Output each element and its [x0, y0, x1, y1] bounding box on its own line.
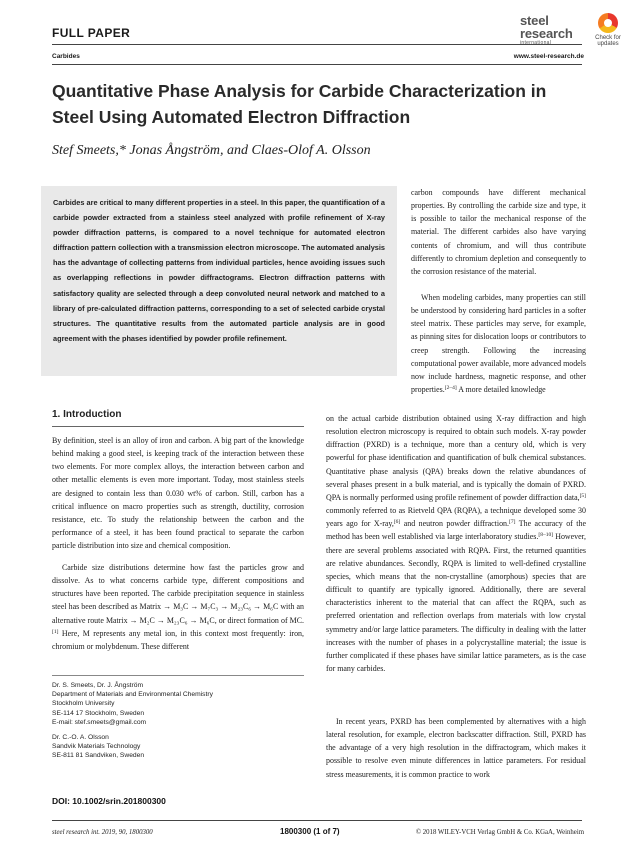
ref-5[interactable]: [5] [579, 492, 586, 499]
footer-citation: steel research int. 2019, 90, 1800300 [52, 829, 153, 836]
intro-paragraph-2 [52, 561, 304, 653]
right-paragraph-3 [326, 412, 586, 675]
right-paragraph-2 [411, 291, 586, 396]
journal-logo-line-3: international [520, 40, 552, 46]
article-title: Quantitative Phase Analysis for Carbide Characterization in Steel Using Automated Electron Diffraction [52, 81, 547, 127]
check-updates-line-2: updates [597, 41, 619, 48]
check-updates-line-1: Check for [595, 35, 621, 41]
contact-email[interactable]: E-mail: stef.smeets@gmail.com [52, 718, 147, 726]
abstract: Carbides are critical to many different properties in a steel. In this paper, the quantification of a carbide powder extracted from a stainless steel analyzed with profile refinement of X-ray powder diffraction patterns, is compared to a novel technique for automated electron diffraction pattern collection with a transmission electron microscope. The automated analysis has the advantage of collecting patterns from individual particles, hence avoiding issues such as overlapping reflections in powder diffractograms. Electron diffraction patterns with satisfactory quality are selected through a deep convoluted neural network and matched to a library of pre-calculated diffraction patterns, corresponding to a set of selected carbide crystal structures. The quantitative results from the automated particle analysis are in good agreement with the phases identified by powder profile refinement. [41, 186, 397, 376]
ref-1[interactable]: [1] [52, 628, 59, 635]
section-heading-introduction: 1. Introduction [52, 409, 122, 420]
category-label: Carbides [52, 53, 80, 60]
intro-paragraph-2-tail: Here, M represents any metal ion, in this context most frequently: iron, chromium or molybdenum. These different [52, 628, 304, 651]
affiliation-rule [52, 675, 304, 676]
journal-logo-line-2: research [520, 26, 573, 41]
right-paragraph-3-a: on the actual carbide distribution obtained using X-ray diffraction and high resolution electron microscopy is required to obtain such models. X-ray powder diffraction (PXRD) is a technique, more than a century old, which is very powerful for phase identification and quantification of bulk chemical substances. Quantitative phase analysis (QPA) breaks down the relative abundances of several phases present in a bulk material, and is typically the domain of PXRD. QPA is normally performed using profile refinement of powder diffraction data, [326, 414, 586, 502]
affiliation-1-line-4: SE-114 17 Stockholm, Sweden [52, 709, 145, 717]
journal-logo-line-1: steel [520, 13, 549, 28]
header-rule [52, 44, 582, 45]
footer-rule [52, 820, 582, 821]
affiliation-2-line-2: Sandvik Materials Technology [52, 743, 141, 751]
affiliation-2-line-3: SE-811 81 Sandviken, Sweden [52, 752, 145, 760]
footer-copyright: © 2018 WILEY-VCH Verlag GmbH & Co. KGaA, Weinheim [415, 829, 584, 836]
affiliation-2 [52, 733, 304, 761]
article-type-label: FULL PAPER [52, 26, 131, 40]
ref-8-10[interactable]: [8–10] [538, 532, 554, 539]
header-rule-2 [52, 64, 582, 65]
right-paragraph-3-d: The accuracy of the method has been well established via large interlaboratory studies. [326, 519, 586, 542]
right-paragraph-3-b: commonly referred to as Rietveld QPA (RQPA), a technique developed some 30 years ago for X-ray, [326, 506, 586, 529]
intro-paragraph-2-text: Carbide size distributions determine how fast the particles grow and dissolve. As to what concerns carbide type, different compositions and structures have been reported. The carbide precipitation sequence in stainless steel has been described as Matrix → M₃C → M₇C₃ → M₂₃C₆ → M₆C with an alternative route Matrix → M₂C → M₂₃C₆ → M₆C, or direct formation of MC. [52, 563, 304, 625]
check-for-updates-button[interactable] [590, 13, 626, 57]
intro-paragraph-1: By definition, steel is an alloy of iron and carbon. A big part of the knowledge behind making a good steel, is keeping track of the interaction between these two elements. For more complex alloys, the interaction between carbon and other metallic elements is even more important. Today, most stainless steels are designed to contain less than 0.030 wt% of carbon. Still, carbon has a critical influence on macro properties such as strength, ductility, corrosion resistance, etc. To study the relationship between the carbon and the performance of a steel, it has been found practical to separate the carbon particle distribution into size and chemical composition. [52, 436, 304, 551]
affiliation-1-line-3: Stockholm University [52, 700, 115, 708]
right-paragraph-2-text: When modeling carbides, many properties can still be understood by considering hard particles in a softer steel matrix. These particles may serve, for example, as pinning sites for dislocation loops or contributors to creep strength. Following the increasing computational power available, more advanced models now include hardness, magnetic response, and other properties. [411, 293, 587, 395]
ref-7[interactable]: [7] [509, 519, 516, 526]
footer-page-number: 1800300 (1 of 7) [280, 827, 340, 836]
right-paragraph-2-tail: A more detailed knowledge [456, 385, 546, 395]
affiliation-1-line-1: Dr. S. Smeets, Dr. J. Ångström [52, 682, 144, 689]
journal-logo [520, 14, 582, 46]
right-paragraph-3-c: and neutron powder diffraction. [400, 519, 509, 529]
right-paragraph-1: carbon compounds have different mechanical properties. By controlling the carbide size and type, it is possible to tailor the mechanical response of the material. The different carbides also have varying contents of chromium, and will thus contribute differently to chromium depletion and consequently to the corrosion resistance of the material. [411, 188, 586, 276]
section-rule [52, 426, 304, 427]
affiliation-1 [52, 681, 304, 727]
ref-6[interactable]: [6] [393, 519, 401, 526]
right-paragraph-3-e: However, there are several problems associated with RQPA. First, the returned quantities are relative abundances. Secondly, RQPA is limited to well-defined crystalline species, which means that the non-crystalline (amorphous) species that are difficult to quantify are typically ignored. Additionally, there are several characteristics inherent to the material that can affect the RQPA, such as preferred orientation and reflection overlaps from materials with low crystal symmetry and/or large lattice parameters. The difficulty in dealing with the latter increases with the number of phases in a polycrystalline material; the issue is further complicated if these phases have similar lattice parameters, as is the case for many carbides. [326, 532, 586, 673]
affiliation-1-line-2: Department of Materials and Environmental Chemistry [52, 691, 213, 699]
ref-2-4[interactable]: [2–4] [444, 385, 457, 392]
journal-website-link[interactable]: www.steel-research.de [513, 53, 584, 60]
article-authors: Stef Smeets,* Jonas Ångström, and Claes-Olof A. Olsson [52, 143, 371, 158]
right-paragraph-4-text: In recent years, PXRD has been complemented by alternatives with a high lateral resolution, for example, electron backscatter diffraction. Still, PXRD has the advantage of a very high resolution in the diffractogram, which makes it possible to resolve even minute differences in lattice parameters. For residual stress measurements, it is common practice to work [326, 717, 586, 779]
affiliation-2-line-1: Dr. C.-O. A. Olsson [52, 734, 109, 741]
crossmark-icon [598, 13, 618, 33]
check-for-updates-label [590, 35, 626, 48]
right-paragraph-4 [326, 715, 586, 781]
doi-link[interactable]: DOI: 10.1002/srin.201800300 [52, 796, 166, 806]
